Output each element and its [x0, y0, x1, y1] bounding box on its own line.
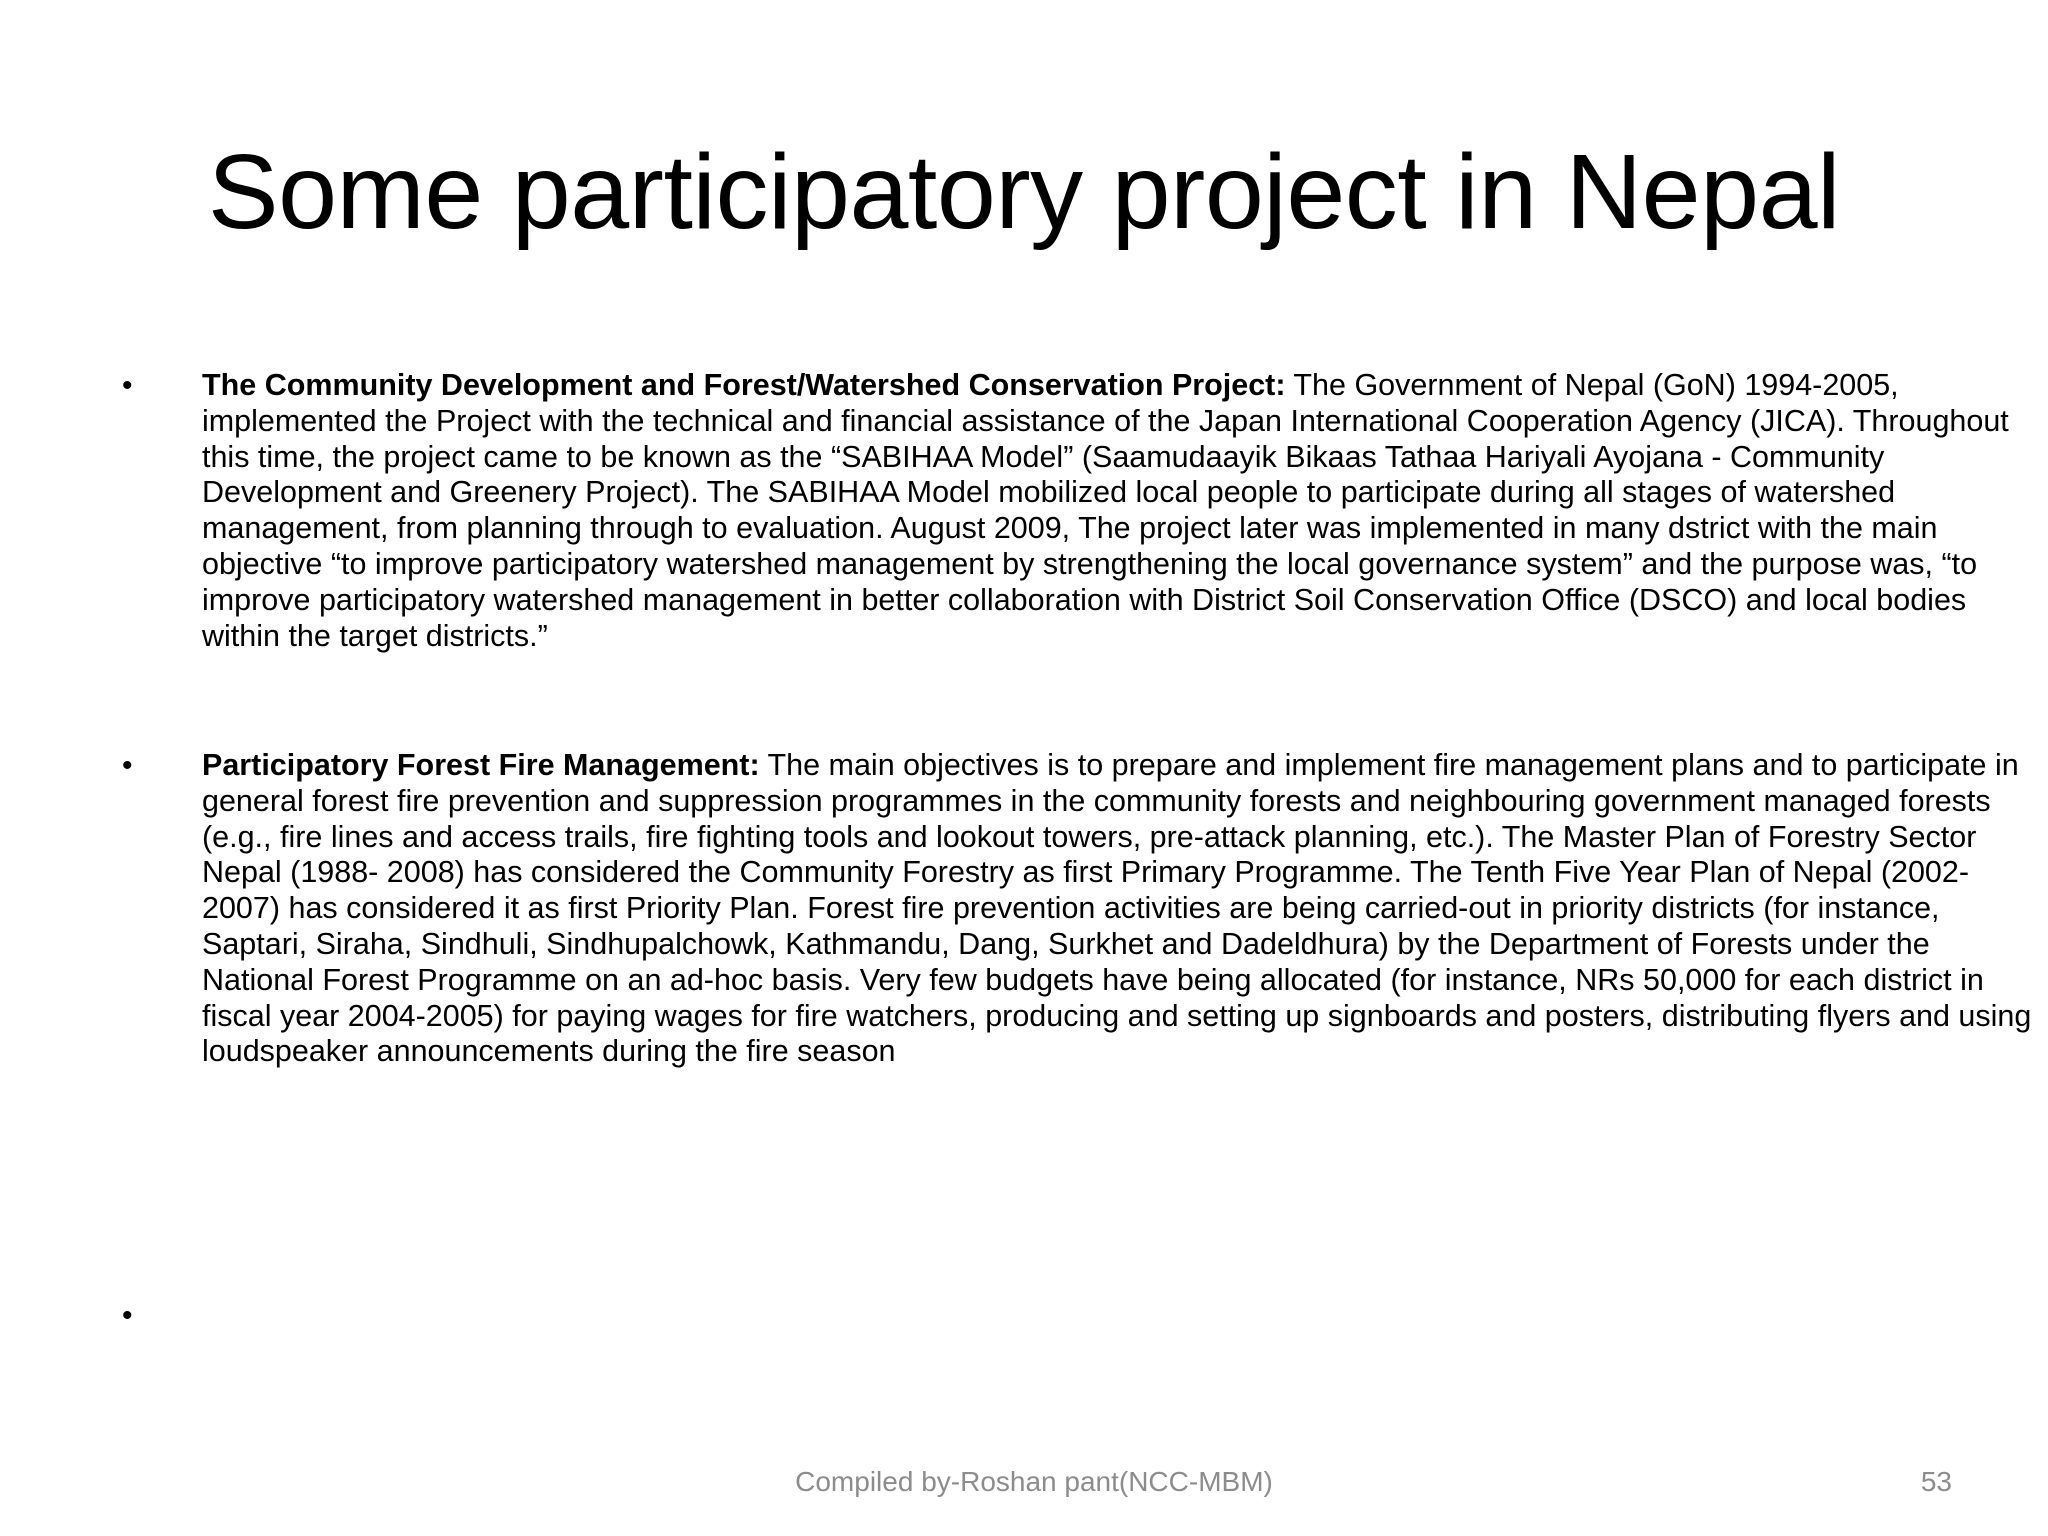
page-number: 53	[1920, 1466, 1952, 1497]
slide-title: Some participatory project in Nepal	[207, 133, 1841, 251]
bullet-heading: The Community Development and Forest/Watershed Conservation Project:	[202, 368, 1286, 402]
bullet-heading: Participatory Forest Fire Management:	[202, 748, 760, 782]
bullet-marker: •	[122, 1299, 133, 1332]
slide-footer: Compiled by-Roshan pant(NCC-MBM)	[795, 1466, 1273, 1497]
bullet-item	[120, 368, 2032, 654]
bullet-item	[120, 748, 2032, 1070]
bullet-text: The Government of Nepal (GoN) 1994-2005, implemented the Project with the technical and financial assistance of the Japan International Cooperation Agency (JICA). Throughout this time, the project came to be known as the “SABIHAA Model” (Saamudaayik Bikaas Tathaa Hariyali Ayojana - Community Development and Greenery Project). The SABIHAA Model mobilized local people to participate during all stages of watershed management, from planning through to evaluation. August 2009, The project later was implemented in many dstrict with the main objective “to improve participatory watershed management by strengthening the local governance system” and the purpose was, “to improve participatory watershed management in better collaboration with District Soil Conservation Office (DSCO) and local bodies within the target districts.”	[202, 368, 2009, 653]
bullet-marker: •	[122, 369, 133, 402]
bullet-item-empty	[120, 1298, 2032, 1338]
bullet-marker: •	[122, 749, 133, 782]
bullet-text: The main objectives is to prepare and implement fire management plans and to participate in general forest fire prevention and suppression programmes in the community forests and neighbouring government managed forests (e.g., fire lines and access trails, fire fighting tools and lookout towers, pre-attack planning, etc.). The Master Plan of Forestry Sector Nepal (1988- 2008) has considered the Community Forestry as first Primary Programme. The Tenth Five Year Plan of Nepal (2002-2007) has considered it as first Priority Plan. Forest fire prevention activities are being carried-out in priority districts (for instance, Saptari, Siraha, Sindhuli, Sindhupalchowk, Kathmandu, Dang, Surkhet and Dadeldhura) by the Department of Forests under the National Forest Programme on an ad-hoc basis. Very few budgets have being allocated (for instance, NRs 50,000 for each district in fiscal year 2004-2005) for paying wages for fire watchers, producing and setting up signboards and posters, distributing flyers and using loudspeaker announcements during the fire season	[202, 748, 2032, 1069]
